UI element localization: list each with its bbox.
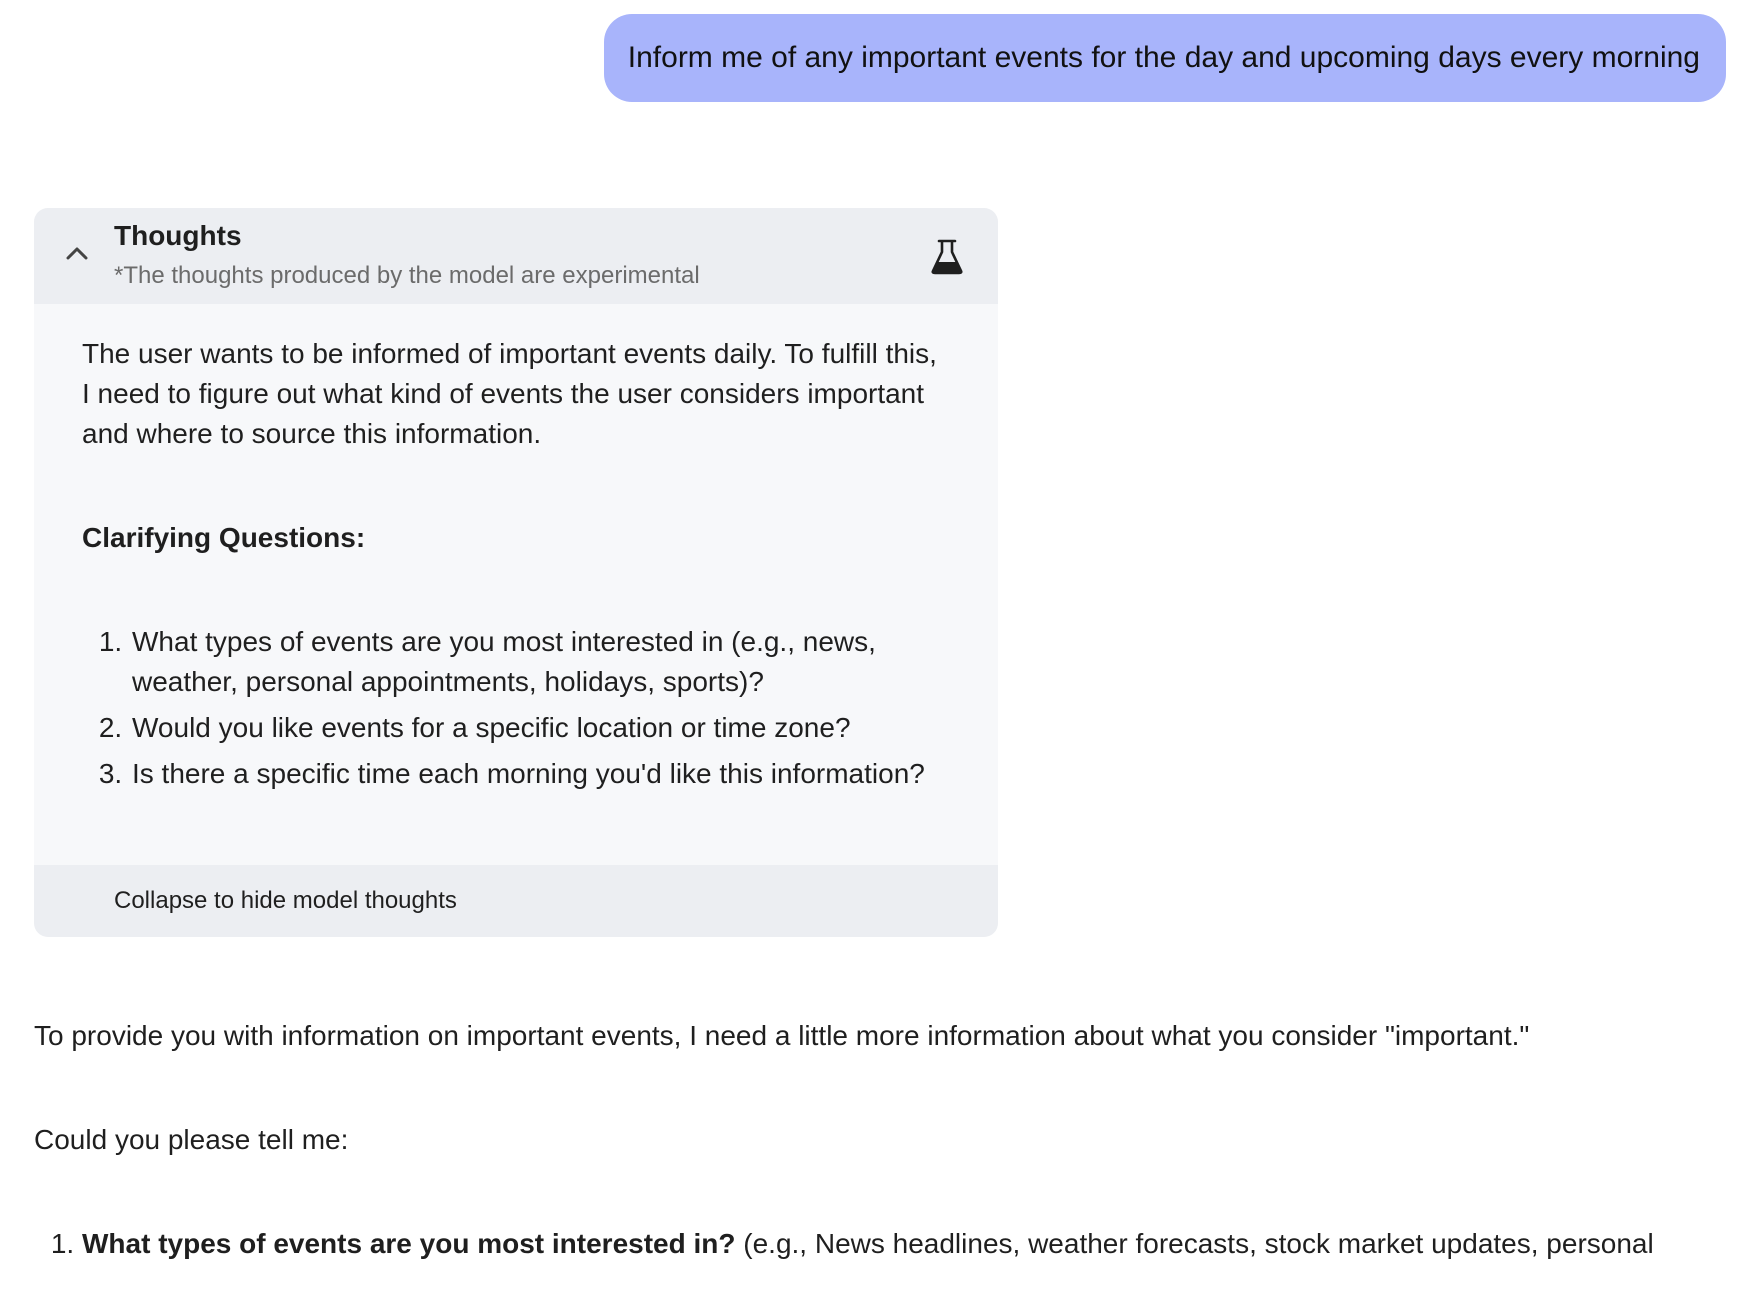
clarifying-questions-heading: Clarifying Questions: [82,522,366,553]
question-item: 2. Would you like events for a specific location or time zone? [130,708,950,748]
user-message-bubble [604,14,1726,102]
user-message-text: Inform me of any important events for the day and upcoming days every morning [627,41,1700,74]
question-item: 1. What types of events are you most interested in (e.g., news, weather, personal appointments, holidays, sports)? [130,622,950,702]
thoughts-panel [34,208,998,937]
thoughts-subtitle: *The thoughts produced by the model are experimental [114,262,700,289]
thoughts-title: Thoughts [114,220,242,251]
flask-icon [930,238,964,276]
response-paragraph: Could you please tell me: [34,1124,349,1155]
thoughts-header[interactable] [34,208,998,304]
response-list [34,1224,1724,1264]
clarifying-questions-list [82,622,950,794]
collapse-thoughts-button[interactable] [34,865,998,937]
model-response [34,1016,1724,1264]
thoughts-body [34,304,998,865]
response-list-item [82,1224,1724,1264]
response-item-bold: What types of events are you most interested in? [82,1228,736,1259]
chevron-up-icon[interactable] [62,238,92,268]
question-item: 3. Is there a specific time each morning you'd like this information? [130,754,950,794]
response-item-text: (e.g., News headlines, weather forecasts, stock market updates, personal [735,1228,1654,1259]
response-paragraph: To provide you with information on important events, I need a little more information about what you consider "important." [34,1020,1530,1051]
thoughts-intro: The user wants to be informed of important events daily. To fulfill this, I need to figure out what kind of events the user considers important and where to source this information. [82,338,937,449]
collapse-thoughts-label: Collapse to hide model thoughts [114,887,457,914]
